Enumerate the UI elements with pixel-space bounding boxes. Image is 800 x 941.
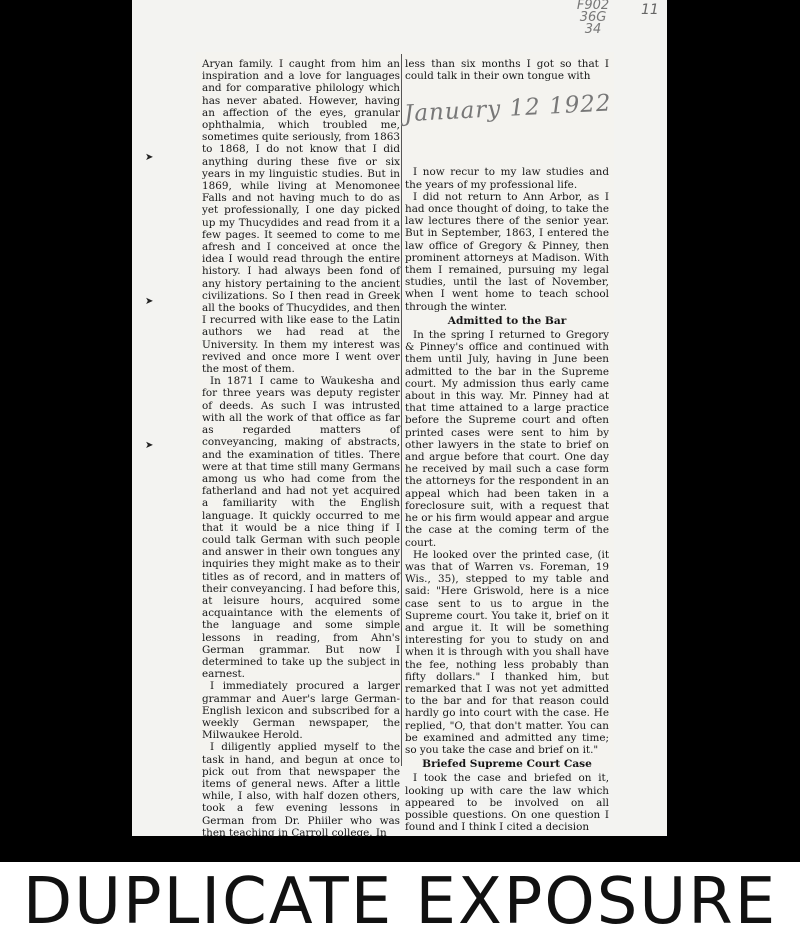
archive-code-line: F902 bbox=[576, 0, 610, 13]
article-left-column bbox=[202, 58, 400, 839]
article-paragraph: I diligently applied myself to the task in hand, and begun at once to pick out from that newspaper the items of general news. After a little while, I also, with half dozen others, took a few evening lessons in German from Dr. Phiiler who was then teaching in Carroll college. In bbox=[202, 741, 400, 839]
banner-text: DUPLICATE EXPOSURE bbox=[22, 864, 778, 939]
article-right-column bbox=[403, 58, 613, 834]
archive-code-line: 34 bbox=[584, 22, 602, 37]
article-paragraph: Aryan family. I caught from him an inspiration and a love for languages and for comparative philology which has never abated. However, having an affection of the eyes, granular ophthalmia, which troubled me, sometimes quite seriously, from 1863 to 1868, I do not know that I did anything during these five or six years in my linguistic studies. But in 1869, while living at Menomonee Falls and not having much to do as yet professionally, I one day picked up my Thucydides and read from it a few pages. It seemed to come to me afresh and I conceived at once the idea I would read through the entire history. I had always been fond of any history pertaining to the ancient civilizations. So I then read in Greek all the books of Thucydides, and then I recurred with like ease to the Latin authors we had read at the University. In them my interest was revived and once more I went over the most of them. bbox=[202, 58, 400, 376]
article-paragraph: I now recur to my law studies and the years of my professional life. bbox=[405, 166, 609, 191]
page-number: 11 bbox=[641, 2, 659, 18]
article-paragraph: I took the case and briefed on it, looking up with care the law which appeared to be involved on all possible questions. On one question I found and I think I cited a decision bbox=[405, 772, 609, 834]
article-paragraph: He looked over the printed case, (it was that of Warren vs. Foreman, 19 Wis., 35), stepped to my table and said: "Here Griswold, here is a nice case sent to us to argue in the Supreme court. You take it, brief on it and argue it. It will be something interesting for you to study on and when it is through with you shall have the fee, nothing less probably than fifty dollars." I thanked him, but remarked that I was not yet admitted to the bar and for that reason could hardly go into court with the case. He replied, "O, that don't matter. You can be examined and admitted any time; so you take the case and brief on it." bbox=[405, 548, 609, 756]
archive-code-line: 36G bbox=[579, 10, 607, 25]
column-rule bbox=[401, 54, 402, 766]
section-heading: Admitted to the Bar bbox=[447, 314, 567, 327]
section-heading: Briefed Supreme Court Case bbox=[422, 758, 592, 771]
handwritten-date: January 12 1922 bbox=[403, 90, 613, 128]
article-paragraph: In the spring I returned to Gregory & Pinney's office and continued with them until July, having in June been admitted to the bar in the Supreme court. My admission thus early came about in this way. Mr. Pinney had at that time attained to a large practice before the Supreme court and often printed cases were sent to him by other lawyers in the state to brief on and argue before that court. One day he received by mail such a case form the attorneys for the respondent in an appeal which had been taken in a foreclosure suit, with a request that he or his firm would appear and argue the case at the coming term of the court. bbox=[405, 329, 609, 549]
duplicate-exposure-banner bbox=[0, 862, 800, 941]
article-paragraph: I did not return to Ann Arbor, as I had once thought of doing, to take the law lectures there of the senior year. But in September, 1863, I entered the law office of Gregory & Pinney, then prominent attorneys at Madison. With them I remained, pursuing my legal studies, until the last of November, when I went home to teach school through the winter. bbox=[405, 190, 609, 313]
article-paragraph: I immediately procured a larger grammar and Auer's large German-English lexicon and subscribed for a weekly German newspaper, the Milwaukee Herold. bbox=[202, 680, 400, 742]
margin-mark: ➤ bbox=[145, 152, 154, 163]
archive-code bbox=[558, 0, 628, 36]
article-paragraph: less than six months I got so that I could talk in their own tongue with bbox=[405, 58, 609, 83]
margin-mark: ➤ bbox=[145, 440, 154, 451]
article-paragraph: In 1871 I came to Waukesha and for three years was deputy register of deeds. As such I was intrusted with all the work of that office as far as regarded matters of conveyancing, making of abstracts, and the examination of titles. There were at that time still many Germans among us who had come from the fatherland and had not yet acquired a familiarity with the English language. It quickly occurred to me that it would be a nice thing if I could talk German with such people and answer in their own tongues any inquiries they might make as to their titles as of record, and in matters of their conveyancing. I had before this, at leisure hours, acquired some acquaintance with the elements of the language and some simple lessons in reading, from Ahn's German grammar. But now I determined to take up the subject in earnest. bbox=[202, 375, 400, 681]
margin-mark: ➤ bbox=[145, 296, 154, 307]
